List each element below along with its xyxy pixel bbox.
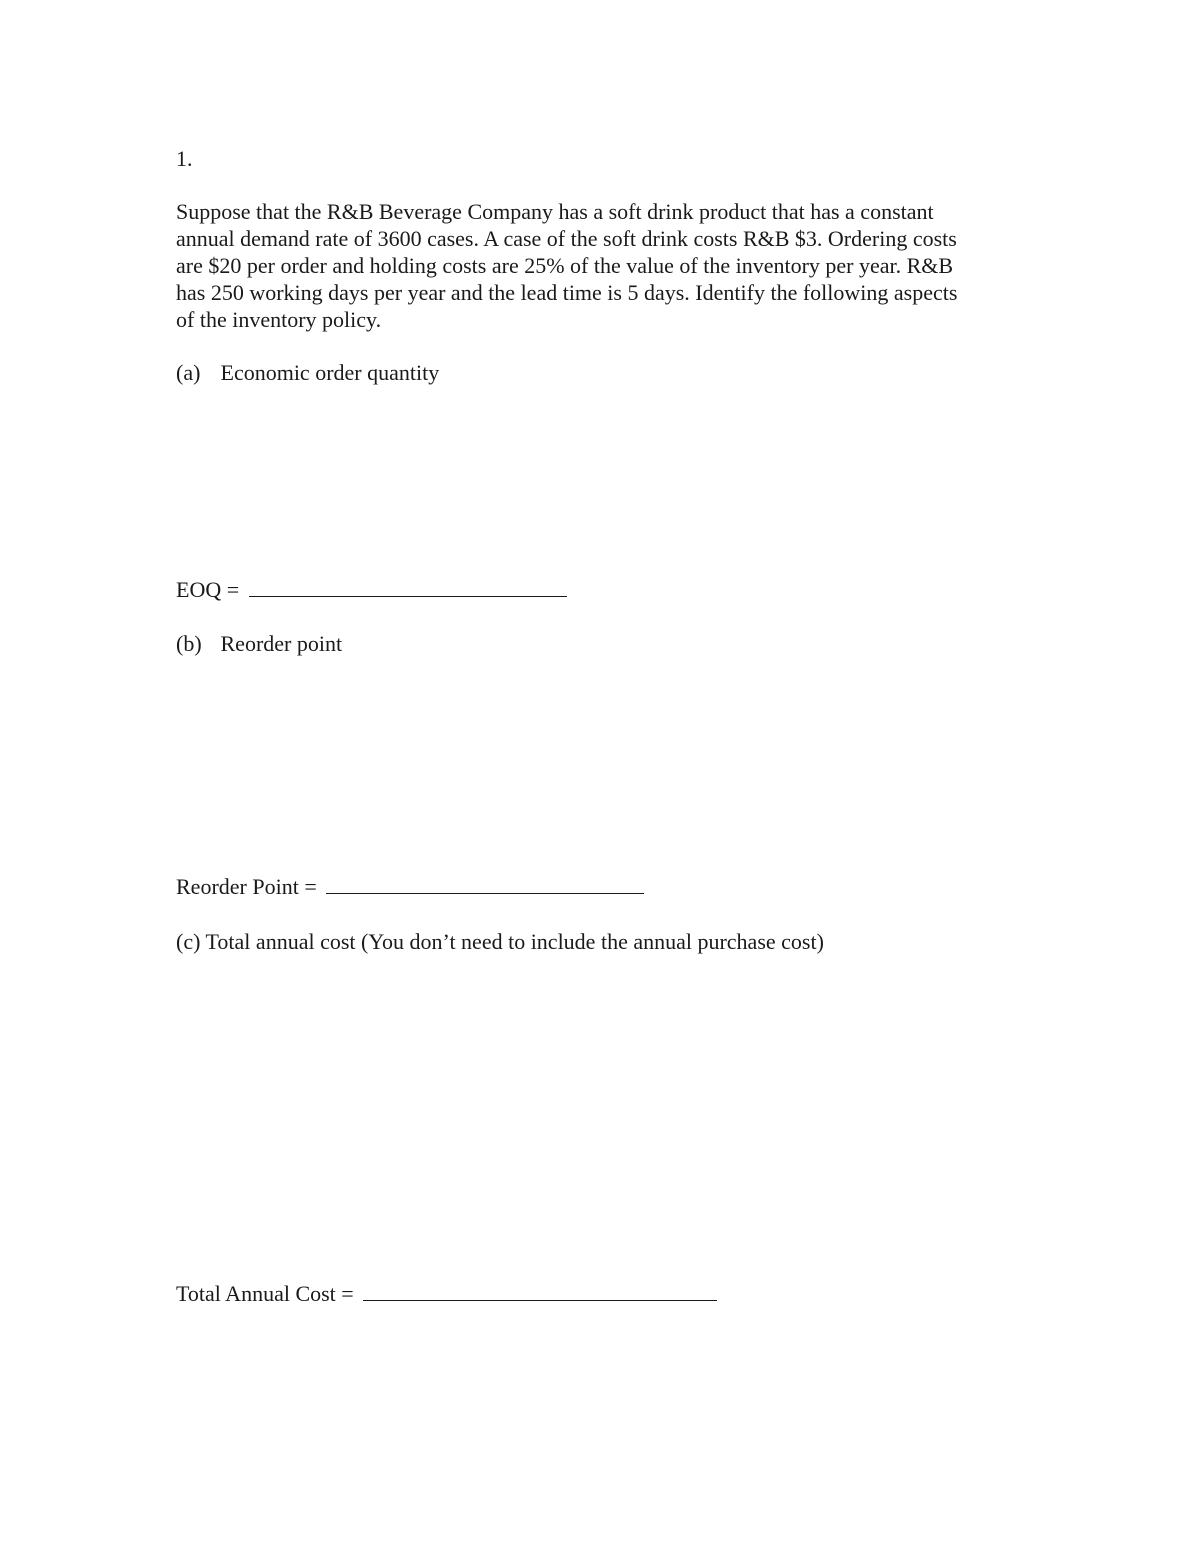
- part-b-label: (b): [176, 631, 202, 656]
- eoq-answer-row: [176, 576, 567, 603]
- eoq-answer-label: EOQ =: [176, 577, 240, 602]
- part-c-text: Total annual cost (You don’t need to include the annual purchase cost): [205, 929, 824, 954]
- total-annual-cost-answer-blank[interactable]: [363, 1280, 717, 1301]
- problem-statement: [176, 198, 1026, 333]
- part-b-text: Reorder point: [220, 631, 343, 656]
- part-a-prompt: [176, 359, 439, 386]
- part-c-label: (c): [176, 929, 201, 954]
- eoq-answer-blank[interactable]: [249, 576, 567, 597]
- reorder-point-answer-blank[interactable]: [326, 873, 644, 894]
- problem-line: has 250 working days per year and the lead time is 5 days. Identify the following aspects: [176, 280, 958, 305]
- problem-line: are $20 per order and holding costs are 25% of the value of the inventory per year. R&B: [176, 253, 954, 278]
- total-annual-cost-answer-row: [176, 1280, 717, 1307]
- total-annual-cost-answer-label: Total Annual Cost =: [176, 1281, 354, 1306]
- reorder-point-answer-row: [176, 873, 644, 900]
- part-a-label: (a): [176, 360, 201, 385]
- part-b-prompt: [176, 630, 342, 657]
- problem-line: annual demand rate of 3600 cases. A case of the soft drink costs R&B $3. Ordering costs: [176, 226, 957, 251]
- question-number: 1.: [176, 146, 193, 171]
- problem-line: of the inventory policy.: [176, 307, 382, 332]
- part-a-text: Economic order quantity: [220, 360, 440, 385]
- problem-line: Suppose that the R&B Beverage Company has a soft drink product that has a constant: [176, 199, 934, 224]
- part-c-prompt: [176, 928, 824, 955]
- reorder-point-answer-label: Reorder Point =: [176, 874, 317, 899]
